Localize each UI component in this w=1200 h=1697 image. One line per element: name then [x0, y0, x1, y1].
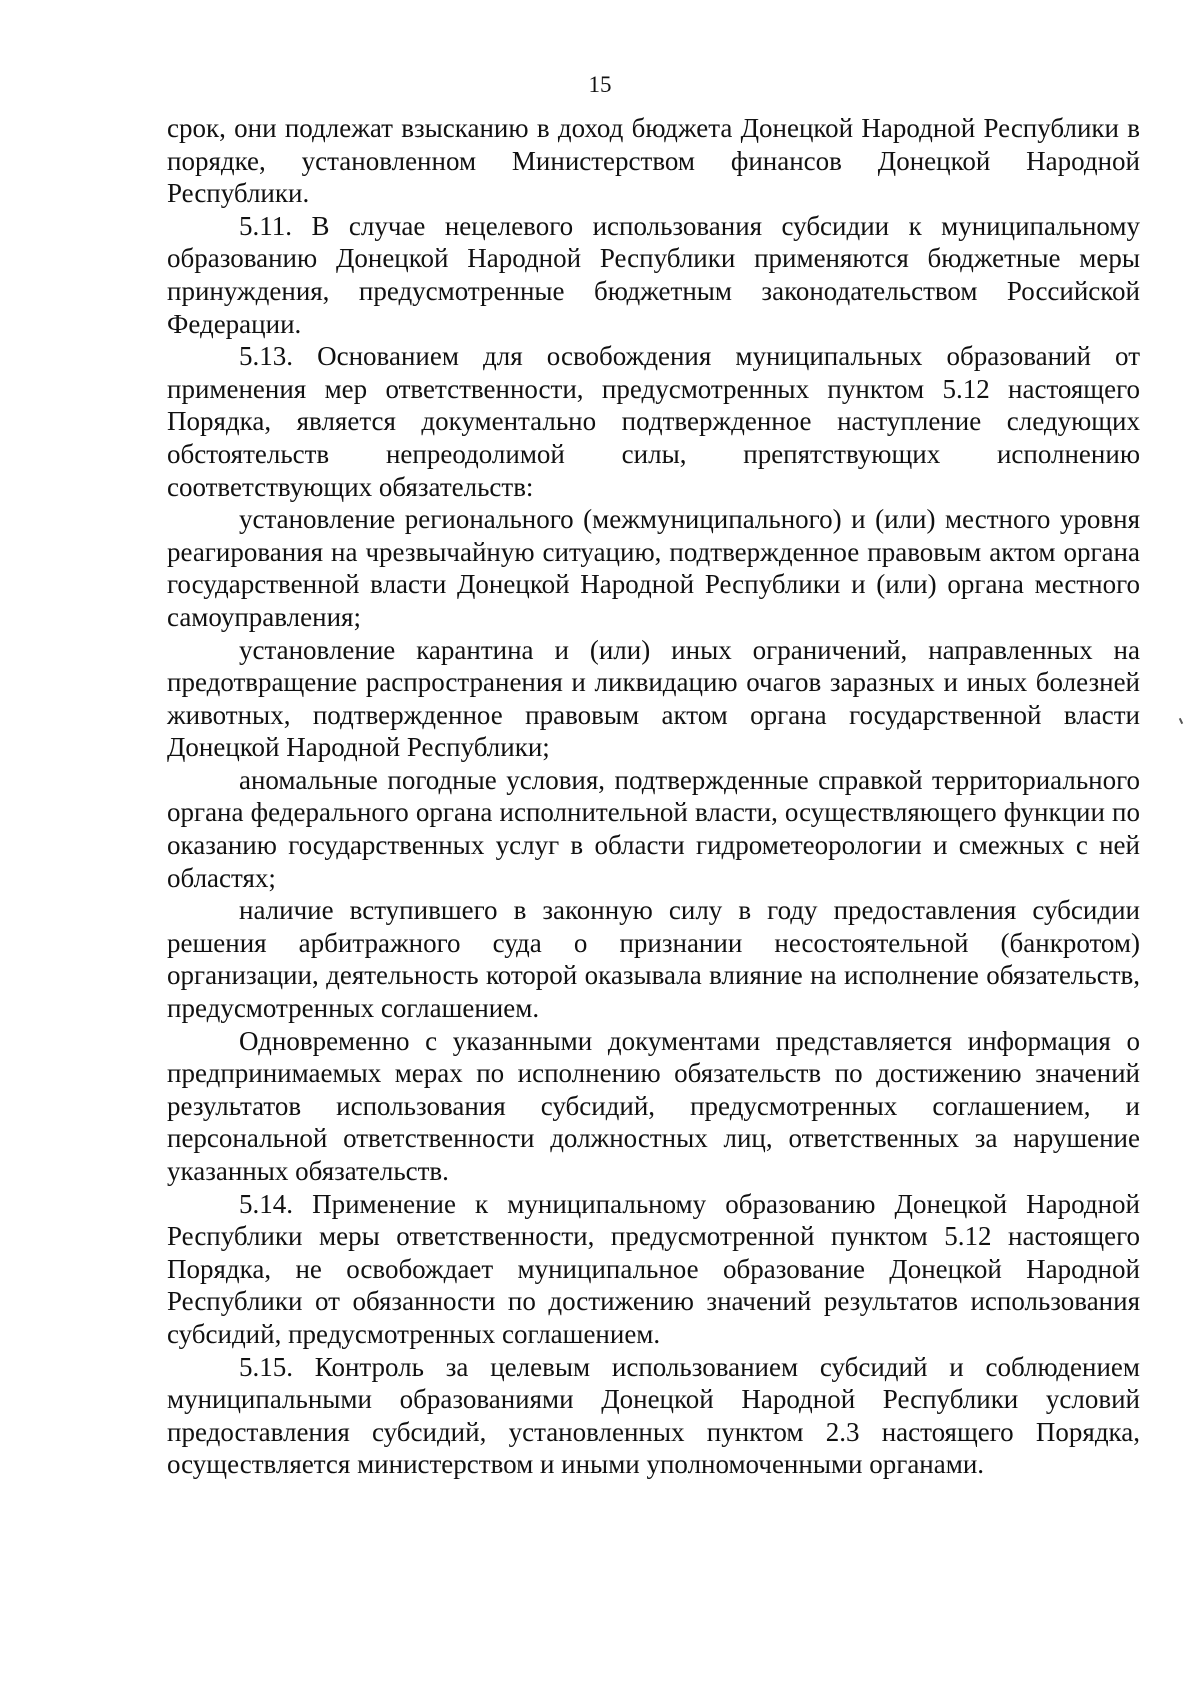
- scan-artifact-mark: [1179, 718, 1183, 724]
- paragraph-additional-info: Одновременно с указанными документами представляется информация о предпринимаемых мерах по исполнению обязательств по достижению значений результатов использования субсидий, предусмотренных соглашением, и персональной ответственности должностных лиц, ответственных за нарушение указанных обязательств.: [167, 1025, 1140, 1186]
- paragraph-bankruptcy: наличие вступившего в законную силу в году предоставления субсидии решения арбитражного суда о признании несостоятельной (банкротом) организации, деятельность которой оказывала влияние на исполнение обязательств, предусмотренных соглашением.: [167, 895, 1140, 1024]
- paragraph-5-14: 5.14. Применение к муниципальному образованию Донецкой Народной Республики меры ответственности, предусмотренной пунктом 5.12 настоящего Порядка, не освобождает муниципальное образование Донецкой Народной Республики от обязанности по достижению значений результатов использования субсидий, предусмотренных соглашением.: [167, 1188, 1140, 1349]
- paragraph-5-13: 5.13. Основанием для освобождения муниципальных образований от применения мер ответственности, предусмотренных пунктом 5.12 настоящего Порядка, является документально подтвержденное наступление следующих обстоятельств непреодолимой силы, препятствующих исполнению соответствующих обязательств:: [167, 341, 1140, 502]
- document-body: [167, 112, 1140, 1481]
- paragraph-quarantine: установление карантина и (или) иных ограничений, направленных на предотвращение распространения и ликвидацию очагов заразных и иных болезней животных, подтвержденное правовым актом органа государственной власти Донецкой Народной Республики;: [167, 634, 1140, 763]
- paragraph-5-11: 5.11. В случае нецелевого использования субсидии к муниципальному образованию Донецкой Народной Республики применяются бюджетные меры принуждения, предусмотренные бюджетным законодательством Российской Федерации.: [167, 210, 1140, 339]
- paragraph-5-15: 5.15. Контроль за целевым использованием субсидий и соблюдением муниципальными образованиями Донецкой Народной Республики условий предоставления субсидий, установленных пунктом 2.3 настоящего Порядка, осуществляется министерством и иными уполномоченными органами.: [167, 1351, 1140, 1480]
- paragraph-continuation: срок, они подлежат взысканию в доход бюджета Донецкой Народной Республики в порядке, установленном Министерством финансов Донецкой Народной Республики.: [167, 113, 1140, 209]
- paragraph-emergency-response: установление регионального (межмуниципального) и (или) местного уровня реагирования на чрезвычайную ситуацию, подтвержденное правовым актом органа государственной власти Донецкой Народной Республики и (или) органа местного самоуправления;: [167, 504, 1140, 632]
- paragraph-weather: аномальные погодные условия, подтвержденные справкой территориального органа федерального органа исполнительной власти, осуществляющего функции по оказанию государственных услуг в области гидрометеорологии и смежных с ней областях;: [167, 764, 1140, 893]
- page-number: 15: [588, 72, 612, 97]
